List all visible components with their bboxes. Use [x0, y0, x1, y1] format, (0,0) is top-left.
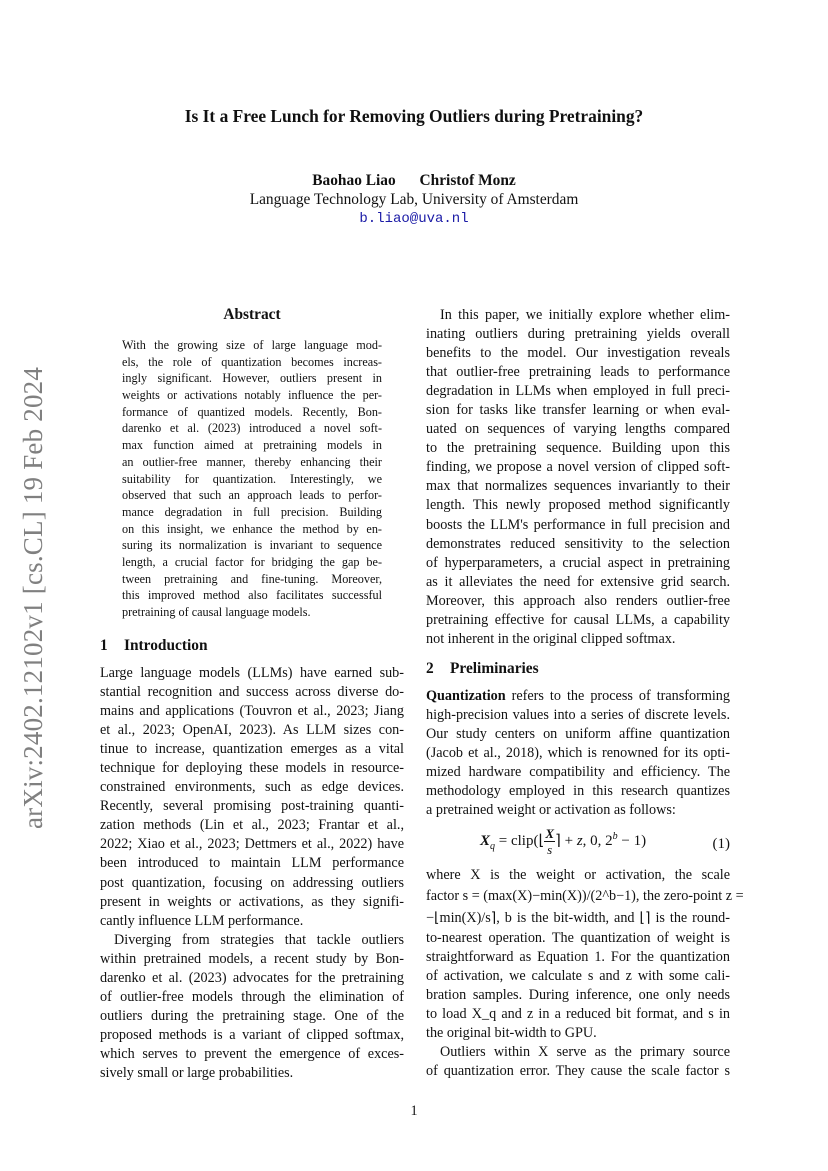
body-line: as it alleviates the need for extensive grid search. [426, 573, 730, 590]
body-line: Moreover, this approach also renders outlier-free [426, 592, 730, 609]
body-line: to the pretraining sequence. Building upon this [426, 440, 730, 457]
intro-line: Large language models (LLMs) have earned sub- [100, 665, 404, 681]
abstract-line: mance degradation in full precision. Building [122, 504, 382, 519]
body-line: length. This newly proposed method significantly [426, 497, 730, 514]
section-number: 2 [426, 659, 434, 677]
intro-line: present in weights or activations, as they signifi- [100, 893, 404, 910]
intro-line: technique for deploying these models in resource- [100, 760, 404, 777]
body-line: a pretrained weight or activation as follows: [426, 802, 676, 819]
body-line: sion for tasks like transfer learning or when eval- [426, 402, 730, 419]
body-line: of activation, we calculate s and z with some cali- [426, 968, 730, 985]
abstract-line: max function aimed at pretraining models in [122, 438, 382, 453]
body-line: Our study centers on uniform affine quantization [426, 725, 730, 742]
body-line: factor s = (max(X)−min(X))/(2^b−1), the zero-point z = [426, 888, 744, 905]
author-email[interactable]: b.liao@uva.nl [359, 211, 469, 227]
body-line: the original bit-width to GPU. [426, 1025, 597, 1042]
intro-line: tinue to increase, quantization emerges as a vital [100, 741, 404, 758]
intro-line: et al., 2023; OpenAI, 2023). As LLM sizes con- [100, 722, 404, 739]
abstract-line: observed that such an approach leads to perfor- [122, 488, 382, 503]
author-list [0, 172, 828, 190]
body-line: benefits to the model. Our investigation reveals [426, 345, 730, 362]
abstract-line: weights or activations notably influence the per- [122, 388, 382, 403]
intro-line: mains and applications (Touvron et al., 2023; Jiang [100, 703, 404, 720]
abstract-heading: Abstract [223, 306, 281, 323]
abstract-line: an outlier-free manner, thereby enhancing their [122, 454, 382, 469]
section-title: Introduction [124, 637, 208, 654]
introduction-section [100, 637, 404, 1083]
abstract-body [122, 337, 382, 621]
intro-line: darenko et al. (2023) advocates for the pretraining [100, 969, 404, 986]
abstract-line: ingly significant. However, outliers present in [122, 371, 382, 386]
abstract-line: els, the role of quantization becomes increas- [122, 354, 382, 369]
intro-line: outliers during the pretraining stage. One of the [100, 1007, 404, 1024]
intro-line: zation methods (Lin et al., 2023; Frantar et al., [100, 817, 404, 834]
body-line: of hyperparameters, a crucial aspect in pretraining [426, 554, 730, 571]
body-line [426, 687, 730, 706]
body-line: that outlier-free pretraining leads to performance [426, 364, 730, 381]
body-line: (Jacob et al., 2018), which is renowned for its opti- [426, 744, 730, 761]
abstract-line: tween pretraining and fine-tuning. Moreover, [122, 571, 382, 586]
body-line: −⌊min(X)/s⌉, b is the bit-width, and ⌊⌉ is the round- [426, 910, 730, 927]
section-number: 1 [100, 637, 108, 654]
intro-line: 2022; Xiao et al., 2023; Dettmers et al., 2022) have [100, 836, 404, 853]
intro-line: been introduced to maintain LLM performance [100, 855, 404, 872]
body-line: not inherent in the original clipped softmax. [426, 630, 676, 647]
body-line: high-precision values into a series of discrete levels. [426, 706, 730, 723]
abstract-line: darenko et al. (2023) introduced a novel soft- [122, 421, 382, 436]
body-line: mized hardware compatibility and efficiency. The [426, 764, 730, 781]
abstract-line: suitability for quantization. Interestingly, we [122, 471, 382, 486]
body-line: methodology employed in this research quantizes [426, 783, 730, 800]
body-line: In this paper, we initially explore whether elim- [440, 307, 730, 323]
abstract-line: on this insight, we enhance the method by en- [122, 521, 382, 536]
arxiv-identifier-stamp: arXiv:2402.12102v1 [cs.CL] 19 Feb 2024 [18, 366, 48, 829]
right-column [426, 306, 730, 820]
intro-line: which serves to prevent the emergence of exces- [100, 1045, 404, 1062]
paragraph-lead: Quantization [426, 687, 506, 704]
abstract-line: With the growing size of large language mod- [122, 338, 382, 352]
body-line: to load X_q and z in a reduced bit format, and s in [426, 1006, 730, 1023]
body-line: uated on sequences of varying lengths compared [426, 421, 730, 438]
body-line: degradation in LLMs when employed in full preci- [426, 383, 730, 400]
intro-line: stantial recognition and success across diverse do- [100, 684, 404, 701]
body-line: pretraining effective for causal LLMs, a capability [426, 611, 730, 628]
body-line: inating outliers during pretraining yields overall [426, 326, 730, 343]
intro-line: post quantization, focusing on addressing outliers [100, 874, 404, 891]
page-number: 1 [410, 1103, 418, 1119]
equation-1 [426, 822, 730, 868]
author-name: Baohao Liao [312, 172, 396, 189]
body-line: bration samples. During inference, one only needs [426, 987, 730, 1004]
body-line: where X is the weight or activation, the scale [426, 867, 730, 883]
intro-line: of outlier-free models through the elimination of [100, 988, 404, 1005]
abstract-line: formance of quantized models. Recently, Bon- [122, 404, 382, 419]
intro-line: cantly influence LLM performance. [100, 912, 304, 929]
body-line: demonstrates reduced sensitivity to the selection [426, 535, 730, 552]
abstract-line: this improved method also facilitates successful [122, 588, 382, 603]
section-heading-introduction [100, 636, 404, 664]
intro-line: constrained environments, such as edge devices. [100, 779, 404, 796]
body-line: max that normalizes sequences invariantly to their [426, 478, 730, 495]
body-text: refers to the process of transforming [505, 687, 730, 704]
equation-body: $X_q$ = clip(⌊ $\frac{X}{s}$ ⌉ + z, 0, $2^b - 1$) [480, 826, 647, 857]
section-title: Preliminaries [450, 659, 539, 677]
body-line: of quantization error. They cause the scale factor s [426, 1063, 730, 1080]
author-name: Christof Monz [419, 172, 516, 189]
body-line: to-nearest operation. The quantization of weight is [426, 930, 730, 947]
body-line: finding, we propose a novel version of clipped soft- [426, 459, 730, 476]
body-line: boosts the LLM's performance in full precision and [426, 516, 730, 533]
body-line: straightforward as Equation 1. For the quantization [426, 949, 730, 966]
equation-number: (1) [712, 836, 730, 852]
intro-line: sively small or large probabilities. [100, 1064, 294, 1081]
abstract-line: suring its normalization is invariant to sequence [122, 538, 382, 553]
preliminaries-continued [426, 866, 744, 1081]
abstract-line: length, a crucial factor for bridging the gap be- [122, 554, 382, 569]
intro-line: proposed methods is a variant of clipped softmax, [100, 1026, 404, 1043]
intro-line: Recently, several promising post-training quanti- [100, 798, 404, 815]
abstract-line: pretraining of causal language models. [122, 605, 311, 619]
intro-line: within pretrained models, a recent study by Bon- [100, 950, 404, 967]
affiliation: Language Technology Lab, University of Amsterdam [249, 191, 579, 208]
body-line: Outliers within X serve as the primary source [440, 1044, 730, 1061]
intro-line: Diverging from strategies that tackle outliers [114, 931, 404, 948]
paper-title: Is It a Free Lunch for Removing Outliers during Pretraining? [184, 106, 644, 126]
section-heading-preliminaries [426, 659, 730, 687]
